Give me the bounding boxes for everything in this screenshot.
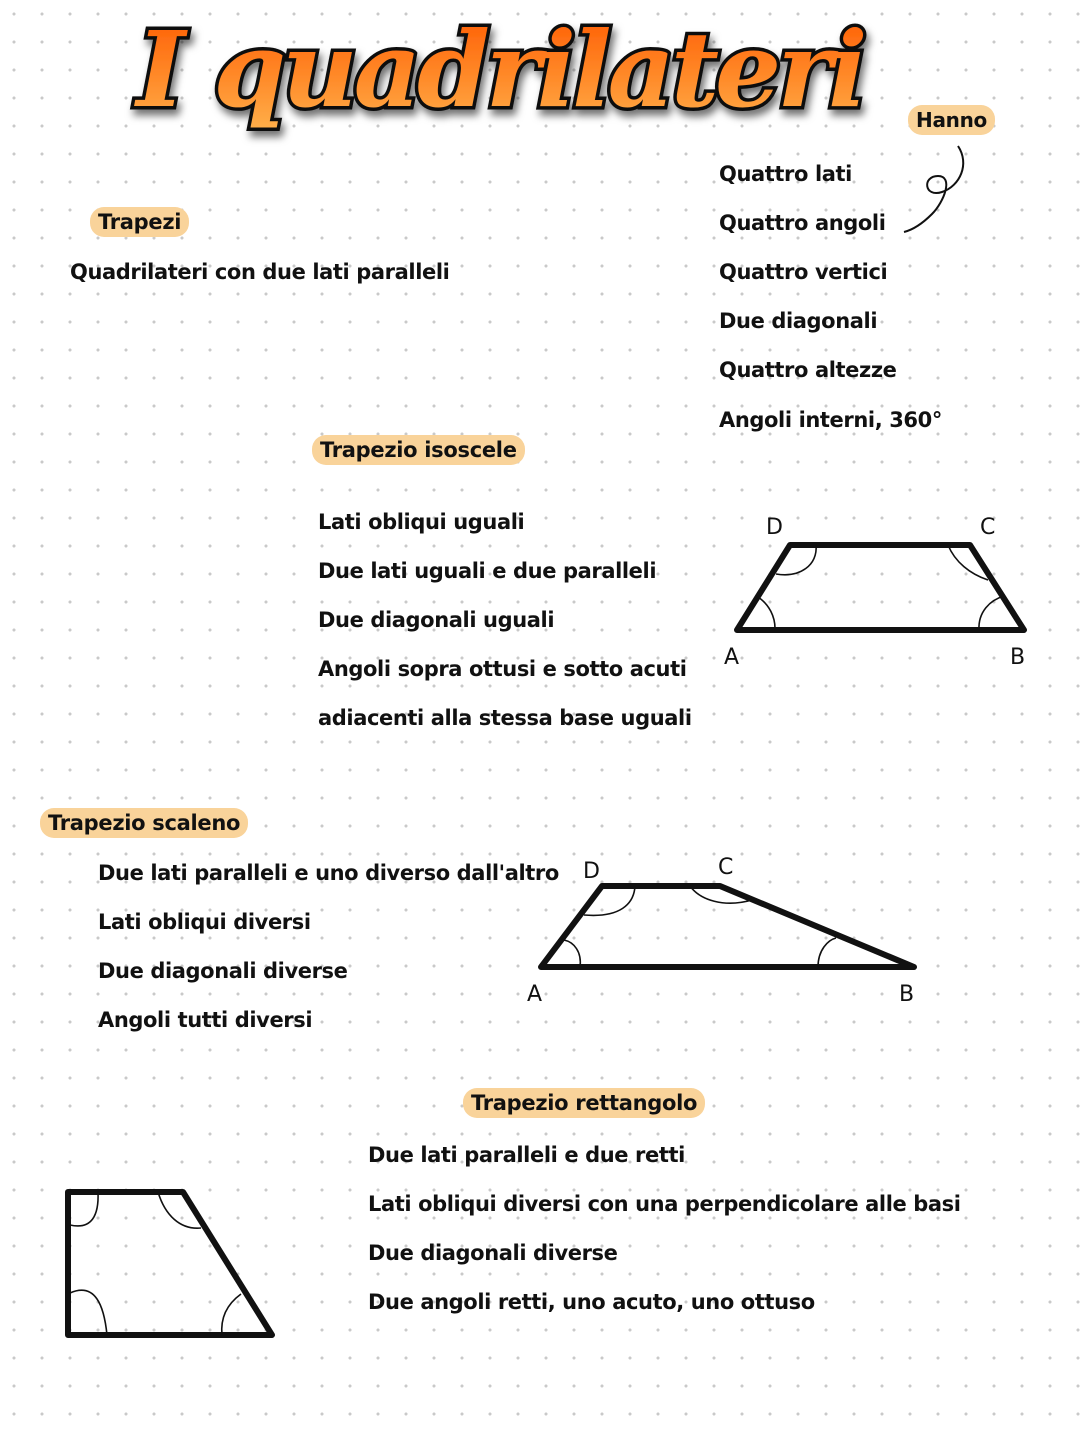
isoscele-item: adiacenti alla stessa base uguali [318, 706, 692, 730]
rettangolo-item: Due diagonali diverse [368, 1241, 618, 1265]
isoscele-label: Trapezio isoscele [312, 435, 525, 465]
rettangolo-item: Due lati paralleli e due retti [368, 1143, 685, 1167]
scaleno-item: Due lati paralleli e uno diverso dall'altro [98, 861, 559, 885]
hanno-item: Due diagonali [719, 309, 878, 333]
scaleno-item: Angoli tutti diversi [98, 1008, 313, 1032]
hanno-item: Quattro angoli [719, 211, 886, 235]
rettangolo-item: Lati obliqui diversi con una perpendicolare alle basi [368, 1192, 961, 1216]
vertex-label-a: A [724, 645, 740, 670]
hanno-label: Hanno [908, 105, 995, 135]
vertex-label-d: D [583, 859, 600, 884]
hanno-item: Angoli interni, 360° [719, 408, 942, 432]
vertex-label-b: B [1010, 645, 1026, 670]
scaleno-item: Due diagonali diverse [98, 959, 348, 983]
trapezi-label: Trapezi [90, 207, 189, 237]
rettangolo-label: Trapezio rettangolo [463, 1088, 705, 1118]
isoscele-item: Angoli sopra ottusi e sotto acuti [318, 657, 687, 681]
vertex-label-d: D [766, 515, 783, 540]
isoscele-item: Due diagonali uguali [318, 608, 555, 632]
trapezi-definition: Quadrilateri con due lati paralleli [70, 260, 450, 284]
isoscele-item: Due lati uguali e due paralleli [318, 559, 657, 583]
vertex-label-b: B [899, 982, 915, 1007]
rettangolo-item: Due angoli retti, uno acuto, uno ottuso [368, 1290, 815, 1314]
page-title-text: I quadrilateri [136, 8, 864, 131]
isoscele-item: Lati obliqui uguali [318, 510, 525, 534]
hanno-item: Quattro altezze [719, 358, 897, 382]
vertex-label-a: A [527, 982, 543, 1007]
vertex-label-c: C [980, 515, 996, 540]
hanno-item: Quattro vertici [719, 260, 888, 284]
scaleno-label: Trapezio scaleno [40, 808, 248, 838]
hanno-item: Quattro lati [719, 162, 852, 186]
vertex-label-c: C [718, 855, 734, 880]
scaleno-item: Lati obliqui diversi [98, 910, 311, 934]
